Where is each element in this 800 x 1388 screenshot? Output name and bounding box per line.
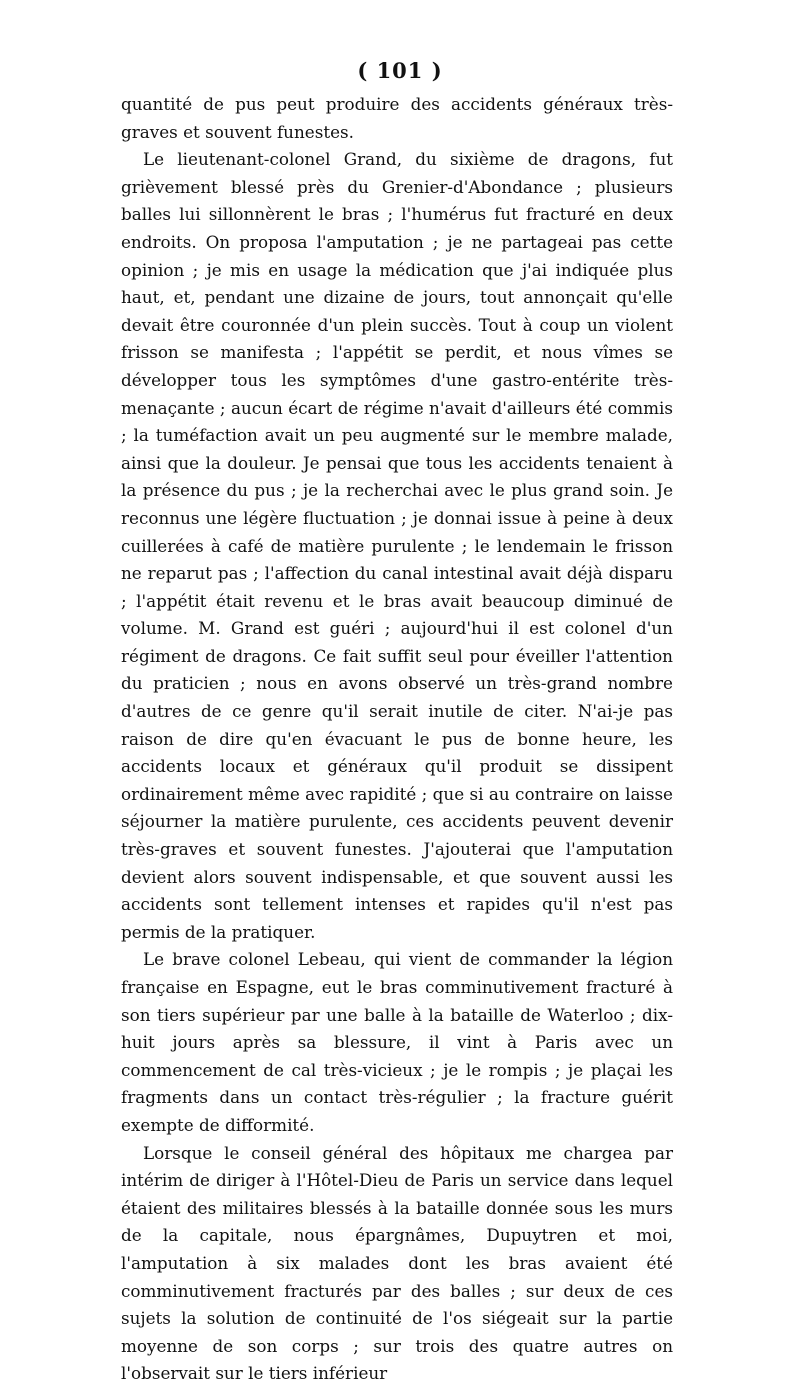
body-text: [121, 91, 673, 1388]
page-number: ( 101 ): [357, 58, 443, 83]
paragraph-hotel-dieu: Lorsque le conseil général des hôpitaux me chargea par intérim de diriger à l'Hôtel-Dieu de Paris un service dans lequel étaient des militaires blessés à la bataille donnée sous les murs de la capitale, nous épargnâmes, Dupuytren et moi, l'amputation à six malades dont les bras avaient été comminutivement fracturés par des balles ; sur deux de ces sujets la solution de continuité de l'os siégeait sur la partie moyenne de son corps ; sur trois des quatre autres on l'observait sur le tiers inférieur: [121, 1142, 673, 1384]
paragraph-colonel-grand: Le lieutenant-colonel Grand, du sixième de dragons, fut grièvement blessé près du Grenier-d'Abondance ; plusieurs balles lui sillonnèrent le bras ; l'humérus fut fracturé en deux endroits. On proposa l'amputation ; je ne partageai pas cette opinion ; je mis en usage la médication que j'ai indiquée plus haut, et, pendant une dizaine de jours, tout annonçait qu'elle devait être couronnée d'un plein succès. Tout à coup un violent frisson se manifesta ; l'appétit se perdit, et nous vîmes se développer tous les symptômes d'une gastro-entérite très-menaçante ; aucun écart de régime n'avait d'ailleurs été commis ; la tuméfaction avait un peu augmenté sur le membre malade, ainsi que la douleur. Je pensai que tous les accidents tenaient à la présence du pus ; je la recherchai avec le plus grand soin. Je reconnus une légère fluctuation ; je donnai issue à peine à deux cuillerées à café de matière purulente ; le lendemain le frisson ne reparut pas ; l'affection du canal intestinal avait déjà disparu ; l'appétit était revenu et le bras avait beaucoup diminué de volume. M. Grand est guéri ; aujourd'hui il est colonel d'un régiment de dragons. Ce fait suffit seul pour éveiller l'attention du praticien ; nous en avons observé un très-grand nombre d'autres de ce genre qu'il serait inutile de citer. N'ai-je pas raison de dire qu'en évacuant le pus de bonne heure, les accidents locaux et généraux qu'il produit se dissipent ordinairement même avec rapidité ; que si au contraire on laisse séjourner la matière purulente, ces accidents peuvent devenir très-graves et souvent funestes. J'ajouterai que l'amputation devient alors souvent indispensable, et que souvent aussi les accidents sont tellement intenses et rapides qu'il n'est pas permis de la pratiquer.: [121, 149, 673, 942]
paragraph-continuation: quantité de pus peut produire des accidents généraux très-graves et souvent funestes.: [121, 94, 673, 142]
paragraph-colonel-lebeau: Le brave colonel Lebeau, qui vient de commander la légion française en Espagne, eut le bras comminutivement fracturé à son tiers supérieur par une balle à la bataille de Waterloo ; dix-huit jours après sa blessure, il vint à Paris avec un commencement de cal très-vicieux ; je le rompis ; je plaçai les fragments dans un contact très-régulier ; la fracture guérit exempte de difformité.: [121, 949, 673, 1135]
